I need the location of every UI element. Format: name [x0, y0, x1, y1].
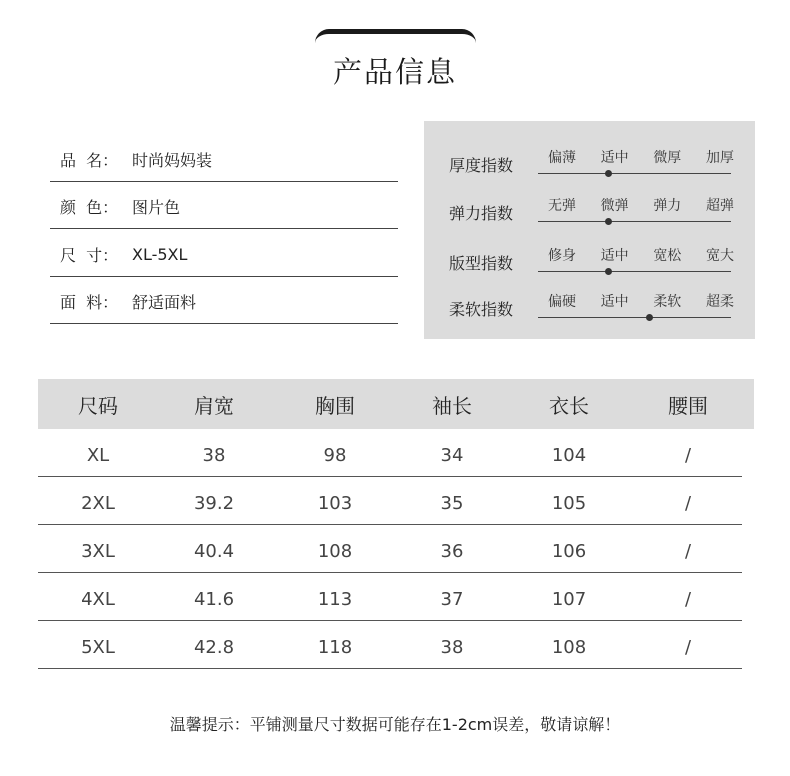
- index-scale-line: [538, 173, 731, 174]
- index-scale-line: [538, 271, 731, 272]
- table-row: [38, 525, 742, 573]
- info-row-size: [50, 229, 398, 277]
- index-option: 适中: [600, 294, 629, 310]
- header-cell: 肩宽: [194, 393, 234, 418]
- index-option: 微弹: [600, 198, 629, 214]
- title-decoration: [315, 29, 476, 43]
- table-cell: 108: [317, 541, 353, 562]
- table-cell: 41.6: [193, 589, 235, 610]
- info-value: XL-5XL: [132, 244, 188, 264]
- index-option: 适中: [600, 248, 629, 264]
- table-cell: 118: [317, 637, 353, 658]
- header-cell: 袖长: [432, 393, 472, 418]
- table-cell: XL: [86, 445, 110, 466]
- table-cell: 108: [551, 637, 587, 658]
- table-cell: /: [684, 493, 692, 514]
- index-option: 加厚: [705, 150, 734, 166]
- table-cell: 34: [440, 445, 464, 466]
- index-marker: [605, 268, 612, 275]
- info-row-name: [50, 134, 398, 182]
- index-option: 偏薄: [548, 150, 576, 166]
- table-cell: 105: [551, 493, 587, 514]
- index-marker: [605, 218, 612, 225]
- table-cell: /: [684, 445, 692, 466]
- table-cell: 113: [317, 589, 353, 610]
- table-cell: 103: [317, 493, 353, 514]
- header-cell: 尺码: [78, 393, 118, 418]
- table-cell: 104: [551, 445, 587, 466]
- index-option: 超柔: [705, 294, 734, 310]
- table-cell: 39.2: [193, 493, 235, 514]
- index-title: 弹力指数: [449, 204, 514, 223]
- table-cell: 106: [551, 541, 587, 562]
- index-option: 超弹: [705, 198, 734, 214]
- index-option: 宽松: [653, 248, 682, 264]
- table-cell: 5XL: [81, 637, 115, 658]
- info-value: 舒适面料: [132, 293, 197, 313]
- index-marker: [605, 170, 612, 177]
- table-cell: 2XL: [81, 493, 115, 514]
- indices-panel: [424, 121, 755, 339]
- table-cell: /: [684, 541, 692, 562]
- info-label: 面 料：: [60, 293, 119, 313]
- table-row: [38, 477, 742, 525]
- index-title: 厚度指数: [449, 156, 514, 175]
- index-options: [548, 245, 734, 265]
- measurement-tip: 温馨提示：平铺测量尺寸数据可能存在1-2cm误差，敬请谅解！: [169, 715, 621, 734]
- info-value: 图片色: [132, 198, 181, 218]
- table-header: [38, 379, 754, 429]
- index-option: 微厚: [653, 150, 682, 166]
- table-cell: 38: [440, 637, 464, 658]
- header-cell: 胸围: [315, 393, 355, 418]
- table-cell: 38: [202, 445, 226, 466]
- header-cell: 腰围: [668, 393, 708, 418]
- index-row-fit: [424, 239, 755, 279]
- index-option: 偏硬: [548, 294, 576, 310]
- header-cell: 衣长: [549, 393, 589, 418]
- table-cell: 107: [551, 589, 587, 610]
- index-scale-line: [538, 221, 731, 222]
- page-title: 产品信息: [332, 55, 457, 89]
- index-options: [548, 195, 734, 215]
- index-title: 柔软指数: [449, 300, 514, 319]
- index-option: 弹力: [653, 198, 682, 214]
- info-row-fabric: [50, 277, 398, 325]
- index-option: 无弹: [548, 198, 576, 214]
- table-cell: /: [684, 637, 692, 658]
- index-option: 修身: [548, 248, 576, 264]
- index-options: [548, 147, 734, 167]
- index-row-softness: [424, 285, 755, 325]
- product-info-list: [50, 134, 398, 324]
- table-cell: 35: [440, 493, 464, 514]
- info-label: 品 名：: [60, 150, 119, 170]
- size-table: [38, 379, 754, 669]
- table-cell: 98: [323, 445, 347, 466]
- table-cell: 40.4: [193, 541, 235, 562]
- table-cell: 36: [440, 541, 464, 562]
- index-option: 宽大: [705, 248, 734, 264]
- table-row: [38, 621, 742, 669]
- index-row-thickness: [424, 141, 755, 181]
- index-option: 柔软: [653, 294, 682, 310]
- index-title: 版型指数: [449, 254, 514, 273]
- info-row-color: [50, 182, 398, 230]
- table-row: [38, 429, 742, 477]
- table-row: [38, 573, 742, 621]
- table-cell: /: [684, 589, 692, 610]
- table-cell: 4XL: [81, 589, 115, 610]
- table-cell: 37: [440, 589, 464, 610]
- index-marker: [646, 314, 653, 321]
- index-scale-line: [538, 317, 731, 318]
- table-cell: 3XL: [81, 541, 115, 562]
- info-label: 尺 寸：: [60, 245, 119, 265]
- index-options: [548, 291, 734, 311]
- index-option: 适中: [600, 150, 629, 166]
- index-row-elasticity: [424, 189, 755, 229]
- table-cell: 42.8: [193, 637, 235, 658]
- info-label: 颜 色：: [60, 198, 119, 218]
- info-value: 时尚妈妈装: [132, 150, 213, 170]
